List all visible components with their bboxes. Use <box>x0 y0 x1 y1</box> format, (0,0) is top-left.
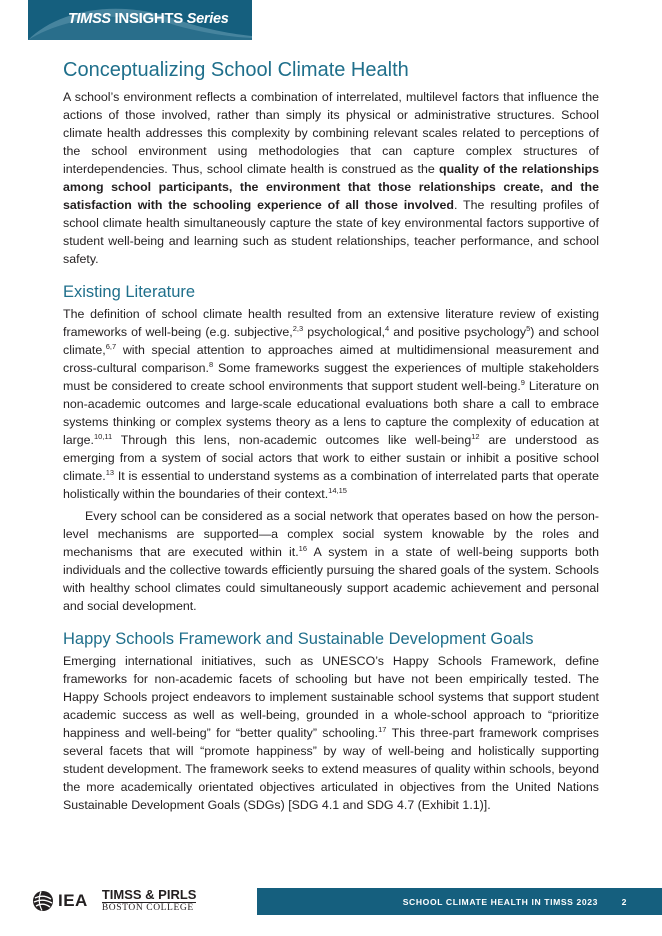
text-run: Some frameworks suggest the experiences of multiple stakeholders must be considered to create school environments that support student well-being. <box>63 361 599 393</box>
timss-pirls-logo <box>102 888 197 914</box>
paragraph-happy-schools <box>63 652 599 814</box>
text-run: Literature on non-academic outcomes and large-scale educational evaluations both share a call to embrace systems thinking or complex systems theory as a lens to capture the complexity of education at large. <box>63 379 599 447</box>
text-run: This three-part framework comprises several facets that will “promote happiness” by way of well-being and holistically supporting student development. The framework seeks to extend measures of quality within schools, beyond the more academically orientated objectives articulated in objectives from the United Nations Sustainable Development Goals (SDGs) [SDG 4.1 and SDG 4.7 (Exhibit 1.1)]. <box>63 726 599 812</box>
iea-logo-text: IEA <box>58 891 88 910</box>
footnote-ref[interactable]: 12 <box>471 432 480 441</box>
series-title-timss: TIMSS <box>68 11 111 27</box>
paragraph-conceptualizing <box>63 88 599 268</box>
text-run: The definition of school climate health resulted from an extensive literature review of existing frameworks of well-being (e.g. subjective, <box>63 307 599 339</box>
text-run: It is essential to understand systems as a combination of interrelated parts that operate holistically within the boundaries of their context. <box>63 469 599 501</box>
footnote-ref[interactable]: 13 <box>105 468 115 477</box>
footnote-ref[interactable]: 6,7 <box>105 342 117 351</box>
series-title-insights: INSIGHTS <box>114 10 183 27</box>
text-run: ) and school climate, <box>63 325 599 357</box>
timss-pirls-label: TIMSS & PIRLS <box>101 887 197 903</box>
series-title-series: Series <box>186 11 229 27</box>
text-run: and positive psychology <box>389 325 527 339</box>
footnote-ref[interactable]: 14,15 <box>328 486 347 495</box>
footnote-ref[interactable]: 5 <box>526 324 531 333</box>
text-run: Every school can be considered as a social network that operates based on how the person-level mechanisms are supported—a complex social system knowable by the roles and mechanisms that are executed within it. <box>63 509 599 559</box>
footnote-ref[interactable]: 2,3 <box>292 324 304 333</box>
series-banner <box>28 0 252 40</box>
footnote-ref[interactable]: 4 <box>385 324 390 333</box>
text-run: are understood as emerging from a system of social actors that work to either sustain or inhibit a positive school climate. <box>63 433 599 483</box>
text-run: A system in a state of well-being supports both individuals and the collective towards efficiently pursuing the shared goals of the system. Schools with healthy school climates could simultaneously support academic achievement and personal and social development. <box>63 545 599 613</box>
text-run: Emerging international initiatives, such as UNESCO’s Happy Schools Framework, define frameworks for non-academic facets of schooling but have not been empirically tested. The Happy Schools project endeavors to implement sustainable school systems that support student academic success as well as well-being, grounded in a whole-school approach to “prioritize happiness and well-being” for “better quality” schooling. <box>63 654 599 740</box>
footnote-ref[interactable]: 17 <box>378 725 387 734</box>
paragraph-literature-1 <box>63 305 599 503</box>
footnote-ref[interactable]: 9 <box>520 378 525 387</box>
page-number: 2 <box>621 897 627 907</box>
text-run: A school’s environment reflects a combination of interrelated, multilevel factors that influence the actions of those involved, rather than simply its physical or administrative structures. School climate health addresses this complexity by combining relevant scales related to perceptions of the school environment using methodologies that can capture complex structures of interdependencies. Thus, school climate health is construed as the <box>63 90 599 176</box>
series-title <box>68 10 228 27</box>
footnote-ref[interactable]: 10,11 <box>94 432 113 441</box>
section-heading-existing-literature: Existing Literature <box>63 283 196 301</box>
boston-college-label: BOSTON COLLEGE <box>101 903 194 914</box>
section-heading-conceptualizing: Conceptualizing School Climate Health <box>63 59 409 81</box>
text-run: . The resulting profiles of school climate health simultaneously capture the state of key environmental factors supportive of student well-being and learning such as student relationships, teacher performance, and school safety. <box>63 198 599 266</box>
text-run: with special attention to approaches aimed at multidimensional measurement and cross-cultural comparison. <box>63 343 599 375</box>
footnote-ref[interactable]: 8 <box>209 360 214 369</box>
footnote-ref[interactable]: 16 <box>298 544 308 553</box>
section-heading-happy-schools: Happy Schools Framework and Sustainable Development Goals <box>63 630 534 648</box>
text-run: psychological, <box>303 325 386 339</box>
report-title: SCHOOL CLIMATE HEALTH IN TIMSS 2023 <box>402 897 598 907</box>
iea-globe-icon <box>32 890 54 912</box>
bold-definition: quality of the relationships among school participants, the environment that those relationships create, and the satisfaction with the schooling experience of all those involved <box>63 162 599 212</box>
text-run: Through this lens, non-academic outcomes like well-being <box>112 433 472 447</box>
paragraph-literature-2 <box>63 507 599 615</box>
footer-bar <box>257 888 662 915</box>
footer-logos <box>32 888 196 914</box>
page-content <box>63 58 599 814</box>
